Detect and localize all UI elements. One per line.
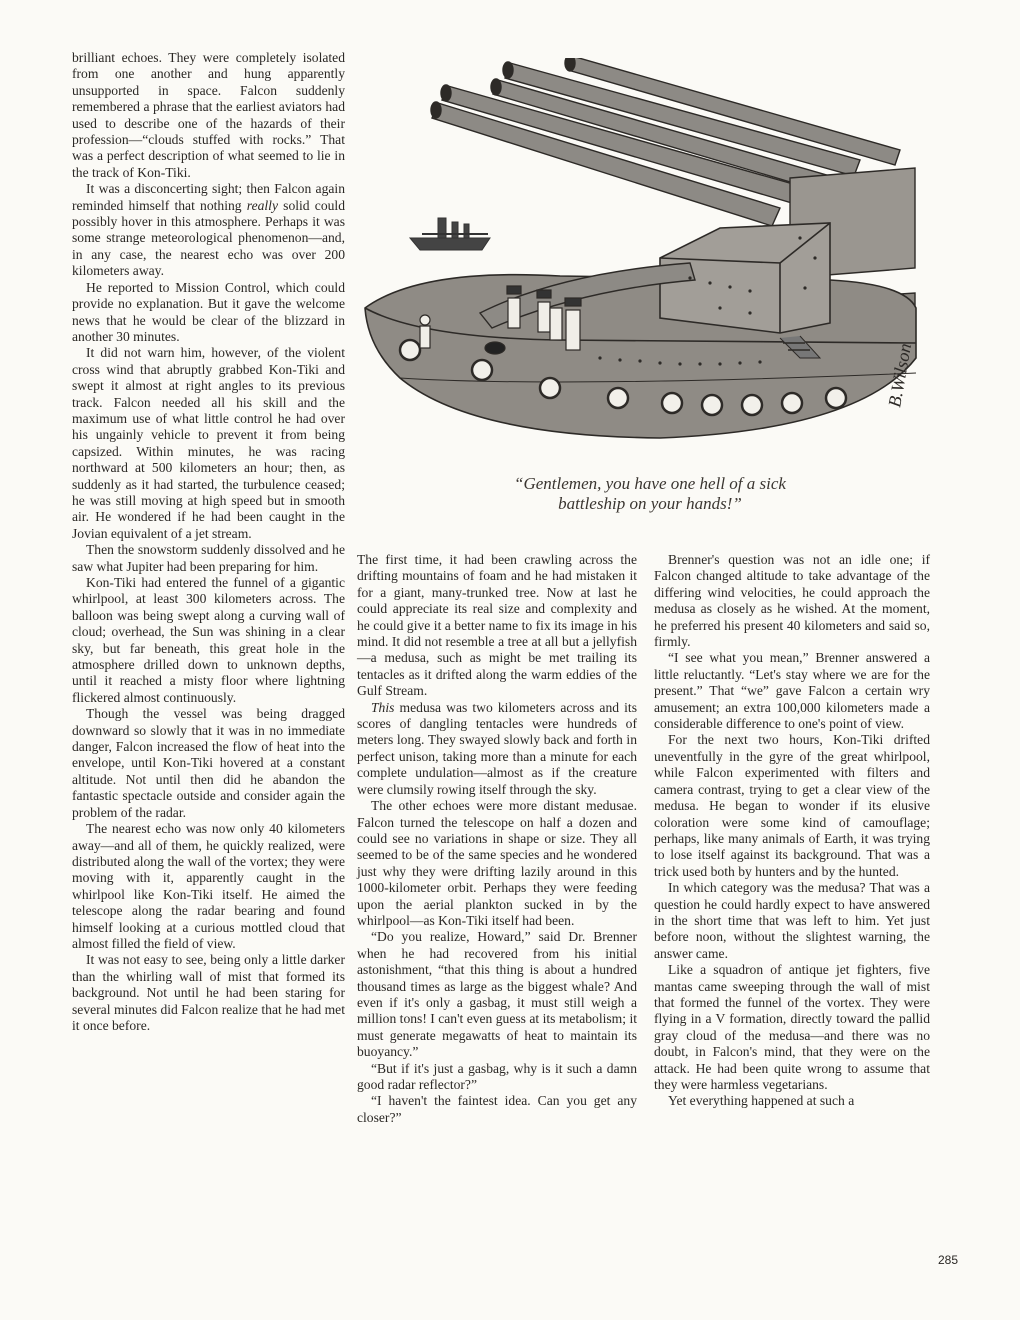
text-run: It was a disconcerting sight; then Falcon again reminded himself that nothing xyxy=(72,181,345,213)
text-run: solid could possibly hover in this atmosphere. Perhaps it was some strange meteorological phenomenon—and, in any case, the nearest echo was over 200 kilometers away. xyxy=(72,197,345,279)
paragraph: “I see what you mean,” Brenner answered a little reluctantly. “Let's stay where we are for the present.” That “we” gave Falcon a certain wry amusement; an extra 100,000 kilometers made a considerable difference to one's point of view. xyxy=(654,650,930,732)
paragraph: The other echoes were more distant medusae. Falcon turned the telescope on half a dozen and could see no variations in shape or size. They all seemed to be of the same species and he wondered just why they were drifting lazily around in this 1000-kilometer orbit. Perhaps they were feeding upon the aerial plankton sucked in by the whirlpool—as Kon-Tiki itself had been. xyxy=(357,798,637,928)
caption-line: battleship on your hands!” xyxy=(558,494,742,513)
paragraph: brilliant echoes. They were completely isolated from one another and hung apparently unsupported in space. Falcon suddenly remembered a phrase that the earliest aviators had used to describe one of the hazards of their profession—“clouds stuffed with rocks.” That was a perfect description of what seemed to lie in the track of Kon-Tiki. xyxy=(72,50,345,180)
distant-ship xyxy=(410,218,490,250)
paragraph: The nearest echo was now only 40 kilometers away—and all of them, he quickly realized, were distributed along the wall of the vortex; they were moving with it, apparently caught in the whirlpool like Kon-Tiki itself. He aimed the telescope along the radar bearing and found himself looking at a curious mottled cloud that almost filled the field of view. xyxy=(72,821,345,951)
cartoon-caption xyxy=(420,474,880,514)
paragraph: It was not easy to see, being only a little darker than the whirling wall of mist that formed its background. Not until he had been staring for several minutes did Falcon realize that he had met it once before. xyxy=(72,952,345,1033)
article-column-1 xyxy=(72,50,345,1034)
paragraph: Kon-Tiki had entered the funnel of a gigantic whirlpool, at least 300 kilometers across. The balloon was being swept along a curving wall of cloud; overhead, the Sun was shining in a clear sky, but far beneath, this great hole in the atmosphere drilled down to unknown depths, until it reached a misty floor where lightning flickered almost continuously. xyxy=(72,575,345,705)
paragraph: Brenner's question was not an idle one; if Falcon changed altitude to take advantage of the differing wind velocities, he could approach the medusa as closely as he wished. At the moment, he preferred his present 40 kilometers and said so, firmly. xyxy=(654,552,930,650)
paragraph: He reported to Mission Control, which could provide no explanation. But it gave the welcome news that he would be clear of the blizzard in another 30 minutes. xyxy=(72,279,345,344)
paragraph: Though the vessel was being dragged downward so slowly that it was in no immediate danger, Falcon increased the flow of heat into the envelope, until Kon-Tiki hovered at a constant altitude. Not until then did he abandon the fantastic spectacle outside and consider again the problem of the radar. xyxy=(72,706,345,820)
paragraph: For the next two hours, Kon-Tiki drifted uneventfully in the gyre of the great whirlpool, while Falcon experimented with filters and camera contrast, trying to get a clear view of the medusa. He began to wonder if its elusive coloration were some kind of camouflage; perhaps, like many animals of Earth, it was trying to lose itself against its background. That was a trick used both by hunters and by the hunted. xyxy=(654,732,930,879)
article-column-3 xyxy=(654,552,930,1110)
artist-signature: B.Wilson xyxy=(884,341,916,409)
page-number: 285 xyxy=(938,1253,959,1267)
paragraph xyxy=(357,700,637,798)
article-column-2 xyxy=(357,552,637,1126)
text-run: medusa was two kilometers across and its scores of dangling tentacles were hundreds of meters long. They swayed slowly back and forth in perfect unison, taking more than a minute for each complete undulation—almost as if the creature were clumsily rowing itself through the sky. xyxy=(357,699,637,797)
paragraph: “Do you realize, Howard,” said Dr. Brenner when he had recovered from his initial astonishment, “that this thing is about a hundred thousand times as large as the biggest whale? And even if it's only a gasbag, it must still weigh a million tons! I can't even guess at its metabolism; it must generate megawatts of heat to maintain its buoyancy.” xyxy=(357,929,637,1060)
caption-line: “Gentlemen, you have one hell of a sick xyxy=(514,474,786,493)
paragraph: Then the snowstorm suddenly dissolved and he saw what Jupiter had been preparing for him. xyxy=(72,542,345,574)
paragraph: It did not warn him, however, of the violent cross wind that abruptly grabbed Kon-Tiki and swept it almost at right angles to its previous track. Falcon needed all his skill and the maximum use of what little control he had over his ungainly vehicle to prevent it from being capsized. Within minutes, he was racing northward at 500 kilometers an hour; then, as suddenly as it had started, the turbulence ceased; he was still moving at high speed but in smooth air. He wondered if he had been caught in the Jovian equivalent of a jet stream. xyxy=(72,345,345,541)
paragraph: Like a squadron of antique jet fighters, five mantas came sweeping through the wall of mist that formed the funnel of the vortex. They were flying in a V formation, directly toward the pallid gray cloud of the medusa—and there was no doubt, in Falcon's mind, that they were on the attack. He had been quite wrong to assume that they were harmless vegetarians. xyxy=(654,962,930,1092)
paragraph: Yet everything happened at such a xyxy=(668,1093,855,1109)
emphasis-word: really xyxy=(246,197,278,213)
paragraph: In which category was the medusa? That was a question he could hardly expect to have answered in the short time that was left to him. Yet just before noon, without the slightest warning, the answer came. xyxy=(654,880,930,961)
paragraph: The first time, it had been crawling across the drifting mountains of foam and he had mistaken it for a giant, many-trunked tree. Now at last he could appreciate its real size and complexity and he could give it a better name to fix its image in his mind. It did not resemble a tree at all but a jellyfish—a medusa, such as might be met trailing its tentacles as it drifted along the warm eddies of the Gulf Stream. xyxy=(357,552,637,699)
emphasis-word: This xyxy=(371,699,395,715)
paragraph: “I haven't the faintest idea. Can you get any closer?” xyxy=(357,1093,637,1125)
battleship-cartoon xyxy=(360,58,920,466)
hull xyxy=(365,275,916,438)
paragraph xyxy=(72,181,345,279)
paragraph: “But if it's just a gasbag, why is it such a damn good radar reflector?” xyxy=(357,1060,637,1092)
